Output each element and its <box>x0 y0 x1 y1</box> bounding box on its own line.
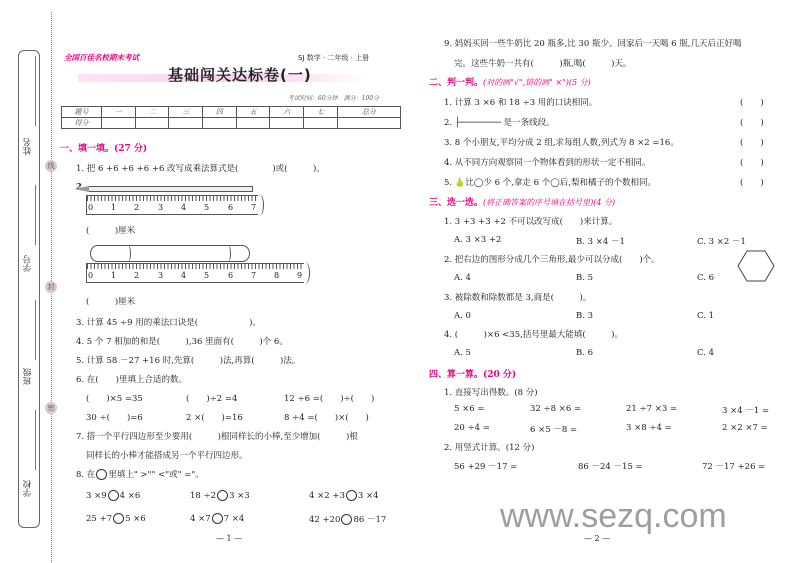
compare-circle[interactable] <box>113 513 124 524</box>
seal-secret: 密 <box>45 402 57 414</box>
score-table-header-row <box>62 107 401 118</box>
compare-circle[interactable] <box>346 490 357 501</box>
vertical-calc-item[interactable]: 56 +29 －17 = <box>454 462 518 472</box>
tube-ring <box>225 245 231 262</box>
q6-item[interactable]: ( )÷2 =4 <box>186 394 238 404</box>
choice-question: 3. 被除数和除数都是 3,商是( )。 <box>444 293 592 303</box>
watermark: www.sezq.com <box>500 497 727 535</box>
q8-item: 25 +7 5 ×6 <box>86 514 146 524</box>
section2-heading: 二、判一判。(对的画"√",错的画" ×")(5 分) <box>429 78 591 88</box>
student-id-line <box>35 185 36 245</box>
compare-circle[interactable] <box>108 490 119 501</box>
choice-option[interactable]: B. 3 <box>576 311 594 321</box>
cell: 得分 <box>62 118 102 129</box>
choice-option[interactable]: A. 4 <box>454 273 471 283</box>
student-id-label: 学号 <box>23 255 33 272</box>
student-info-box <box>18 50 40 528</box>
cell: 一 <box>102 107 136 118</box>
school-label: 学校 <box>23 480 33 497</box>
q4-text: 4. 5 个 7 相加的和是( ),36 里面有( )个 6。 <box>76 337 288 347</box>
section4-heading: 四、算一算。(20 分) <box>429 370 517 380</box>
name-label: 姓名 <box>23 138 33 155</box>
q8-text <box>76 468 204 480</box>
q8-item: 4 ×2 +3 3 ×4 <box>309 491 379 501</box>
q6-text: 6. 在( )里填上合适的数。 <box>76 375 187 385</box>
q8-item: 42 +20 86 －17 <box>309 515 387 525</box>
pencil-image <box>89 186 253 192</box>
class-label: 班级 <box>23 368 33 385</box>
choice-option[interactable]: B. 5 <box>576 273 594 283</box>
q5-text: 5. 计算 58 －27 +16 时,先算( )法,再算( )法。 <box>76 356 301 366</box>
cell: 三 <box>169 107 203 118</box>
page-number-1: — 1 — <box>216 534 243 543</box>
judge-item: 3. 8 个小朋友,平均分成 2 组,求每组人数,列式为 8 ×2 =16。 <box>444 138 679 148</box>
choice-option[interactable]: C. 4 <box>697 348 715 358</box>
judge-answer[interactable]: ( ) <box>740 98 764 108</box>
judge-answer[interactable]: ( ) <box>740 158 764 168</box>
q2-answer-2[interactable]: ( )厘米 <box>86 297 136 307</box>
cell: 题号 <box>62 107 102 118</box>
judge-answer[interactable]: ( ) <box>740 178 764 188</box>
calc-item[interactable]: 6 ×5 －8 = <box>530 425 578 435</box>
compare-circle[interactable] <box>212 513 223 524</box>
tube-ring <box>125 245 131 262</box>
q6-item[interactable]: ( )×5 =35 <box>86 394 143 404</box>
cell: 五 <box>236 107 270 118</box>
judge-answer[interactable]: ( ) <box>740 138 764 148</box>
choice-option[interactable]: C. 1 <box>697 311 715 321</box>
choice-option[interactable]: A. 5 <box>454 348 471 358</box>
judge-answer[interactable]: ( ) <box>740 118 764 128</box>
choice-option[interactable]: A. 3 ×3 +2 <box>454 235 502 245</box>
compare-circle[interactable] <box>341 514 352 525</box>
exam-series: 全国百佳名校期末考试 <box>64 53 139 62</box>
ruler-break <box>302 262 310 284</box>
vertical-calc-item[interactable]: 86 －24 －15 = <box>578 462 643 472</box>
choice-option[interactable]: B. 6 <box>576 348 594 358</box>
q1-text: 1. 把 6 +6 +6 +6 +6 改写成乘法算式是( )或( )。 <box>76 164 325 174</box>
judge-item: 2. ├──────── 是一条线段。 <box>444 118 555 128</box>
calc-item[interactable]: 21 ÷7 ×3 = <box>626 404 678 414</box>
score-cell[interactable] <box>203 118 237 129</box>
q6-item[interactable]: 8 ÷4 =( )×( ) <box>284 413 369 423</box>
calc-sub2: 2. 用竖式计算。(12 分) <box>444 443 535 453</box>
cell: 七 <box>304 107 338 118</box>
q6-item[interactable]: 12 ÷6 =( )÷( ) <box>284 394 375 404</box>
score-cell[interactable] <box>270 118 304 129</box>
calc-item[interactable]: 3 ×4 －1 = <box>722 406 770 416</box>
ruler-break <box>256 194 264 216</box>
subject-label: SJ 数学 · 二年级 · 上册 <box>298 54 370 62</box>
calc-item[interactable]: 5 ×6 = <box>454 404 485 414</box>
calc-item[interactable]: 20 ÷4 = <box>454 423 490 433</box>
choice-option[interactable]: A. 0 <box>454 311 471 321</box>
choice-question: 2. 把右边的图形分成几个三角形,最少可以分成( )个。 <box>444 255 660 265</box>
q8-item: 4 ×7 7 ×4 <box>190 514 245 524</box>
calc-item[interactable]: 32 ÷8 ×6 = <box>530 404 582 414</box>
cell: 六 <box>270 107 304 118</box>
cell: 总分 <box>337 107 400 118</box>
q9-line1: 9. 妈妈买回一些牛奶比 20 瓶多,比 30 瓶少。回家后一天喝 6 瓶,几天后正好喝 <box>444 39 742 49</box>
page-title: 基础闯关达标卷(一) <box>168 66 312 84</box>
judge-item: 4. 从不同方向观察同一个物体看到的形状一定不相同。 <box>444 158 651 168</box>
pencil-tip <box>74 186 89 192</box>
score-table-score-row <box>62 118 401 129</box>
section3-heading: 三、选一选。(将正确答案的序号填在括号里)(4 分) <box>429 198 616 208</box>
q6-item[interactable]: 2 ×( )=16 <box>186 413 243 423</box>
q8-prefix: 8. 在 <box>76 470 96 480</box>
circle-icon <box>96 469 107 480</box>
q2-label: 2. <box>76 182 85 192</box>
calc-item[interactable]: 2 ×2 ×7 = <box>722 423 768 433</box>
section1-heading: 一、填一填。(27 分) <box>60 144 148 154</box>
seal-seal: 封 <box>45 281 57 293</box>
hexagon-icon <box>737 250 775 282</box>
choice-option[interactable]: C. 6 <box>697 273 715 283</box>
q7-line2: 同样长的小棒才能搭成另一个平行四边形。 <box>86 451 248 461</box>
cell: 二 <box>135 107 169 118</box>
choice-option[interactable]: C. 3 ×2 －1 <box>697 237 746 247</box>
vertical-calc-item[interactable]: 72 －17 +26 = <box>702 462 766 472</box>
choice-question: 1. 3 +3 +3 +2 不可以改写成( )来计算。 <box>444 217 618 227</box>
judge-item: 1. 计算 3 ×6 和 18 ÷3 用的口诀相同。 <box>444 98 598 108</box>
q8-item: 3 ×9 4 ×6 <box>86 491 141 501</box>
calc-sub1: 1. 直接写出得数。(8 分) <box>444 388 538 398</box>
score-cell[interactable] <box>236 118 270 129</box>
q6-item[interactable]: 30 ÷( )=6 <box>86 413 143 423</box>
class-line <box>35 300 36 360</box>
judge-item: 5. 🍐比◯少 6 个,拿走 6 个◯后,梨和橘子的个数相同。 <box>444 178 656 188</box>
q8-suffix: 里填上" >"" <"或" ="。 <box>108 470 204 480</box>
score-cell[interactable] <box>102 118 136 129</box>
score-cell[interactable] <box>337 118 400 129</box>
calc-item[interactable]: 3 ×8 ÷4 = <box>626 423 672 433</box>
cell: 四 <box>203 107 237 118</box>
score-table <box>61 106 401 129</box>
compare-circle[interactable] <box>217 490 228 501</box>
page-number-2: — 2 — <box>584 534 611 543</box>
ruler-9cm: 0 1 2 3 4 5 6 7 8 9 <box>86 263 304 283</box>
q2-answer-1[interactable]: ( )厘米 <box>86 226 136 236</box>
q9-line2: 完。这些牛奶一共有( )瓶,喝( )天。 <box>454 59 632 69</box>
seal-line: 线 <box>45 160 57 172</box>
choice-option[interactable]: B. 3 ×4 －1 <box>576 237 625 247</box>
name-line <box>35 56 36 126</box>
school-line <box>35 410 36 470</box>
q7-line1: 7. 搭一个平行四边形至少要用( )根同样长的小棒,至少增加( )根 <box>76 432 358 442</box>
score-cell[interactable] <box>169 118 203 129</box>
ruler-7cm: 0 1 2 3 4 5 6 7 <box>86 195 258 215</box>
choice-question: 4. ( )×6 <35,括号里最大能填( )。 <box>444 330 623 340</box>
exam-info: 考试时间：60分钟 满分：100分 <box>288 95 380 102</box>
q8-item: 18 ÷2 3 ×3 <box>190 491 250 501</box>
score-cell[interactable] <box>135 118 169 129</box>
score-cell[interactable] <box>304 118 338 129</box>
q3-text: 3. 计算 45 ÷9 用的乘法口诀是( )。 <box>76 318 261 328</box>
